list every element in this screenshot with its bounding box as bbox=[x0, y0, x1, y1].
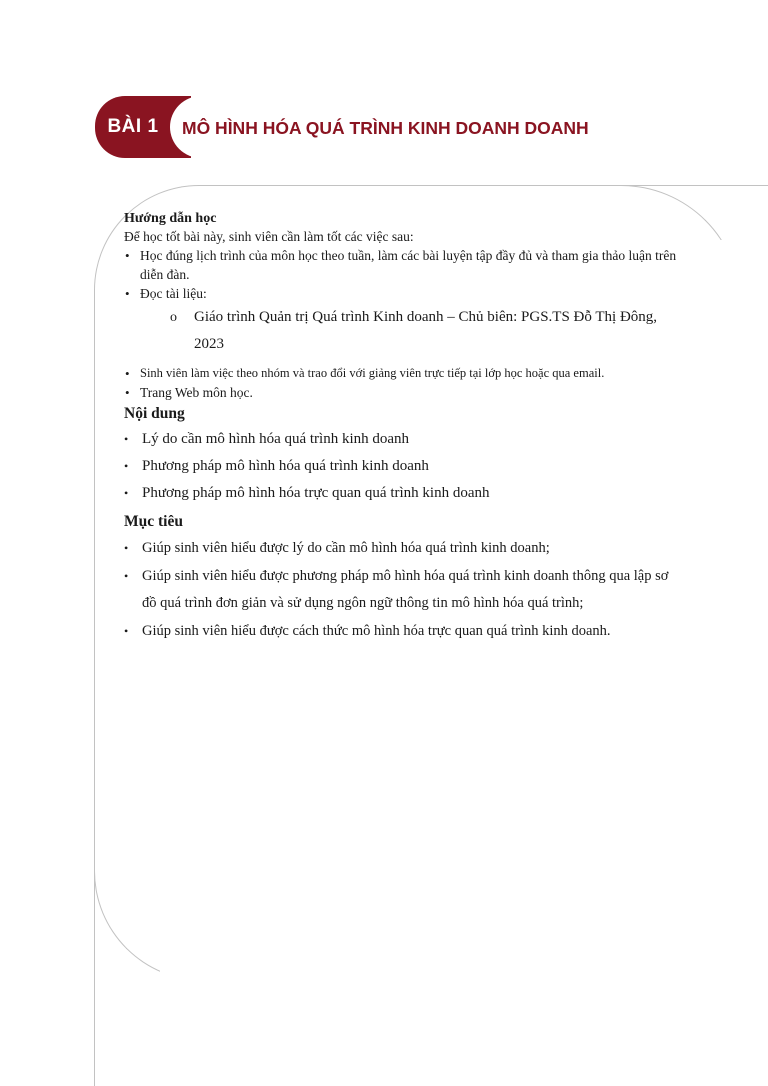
objective-item: • Giúp sinh viên hiểu được cách thức mô hình hóa trực quan quá trình kinh doanh. bbox=[124, 618, 684, 646]
lesson-badge-label: BÀI 1 bbox=[107, 116, 159, 137]
guide-list-after bbox=[124, 364, 684, 402]
guide-list bbox=[124, 246, 684, 303]
lesson-title: MÔ HÌNH HÓA QUÁ TRÌNH KINH DOANH DOANH bbox=[182, 118, 589, 138]
guide-item: • Đọc tài liệu: bbox=[124, 284, 684, 303]
content-list bbox=[124, 426, 684, 507]
objectives-list bbox=[124, 535, 684, 645]
guide-item: • Trang Web môn học. bbox=[124, 383, 684, 402]
circle-bullet-icon: o bbox=[170, 310, 177, 325]
content-heading: Nội dung bbox=[124, 405, 185, 422]
guide-heading: Hướng dẫn học bbox=[124, 211, 217, 226]
content-item: • Phương pháp mô hình hóa trực quan quá trình kinh doanh bbox=[124, 480, 684, 507]
content-item: • Lý do cần mô hình hóa quá trình kinh doanh bbox=[124, 426, 684, 453]
guide-sub-item bbox=[124, 304, 684, 358]
guide-item: • Học đúng lịch trình của môn học theo tuần, làm các bài luyện tập đầy đủ và tham gia thảo luận trên diễn đàn. bbox=[124, 246, 684, 284]
objective-item: • Giúp sinh viên hiểu được phương pháp mô hình hóa quá trình kinh doanh thông qua lập sơ đồ quá trình đơn giản và sử dụng ngôn ngữ thông tin mô hình hóa quá trình; bbox=[124, 563, 684, 618]
frame-mask-bottom bbox=[160, 950, 260, 990]
guide-item: • Sinh viên làm việc theo nhóm và trao đổi với giảng viên trực tiếp tại lớp học hoặc qua email. bbox=[124, 364, 684, 383]
lesson-content bbox=[124, 210, 684, 645]
guide-sub-item-text: Giáo trình Quản trị Quá trình Kinh doanh – Chủ biên: PGS.TS Đỗ Thị Đông, 2023 bbox=[194, 309, 658, 352]
objective-item: • Giúp sinh viên hiểu được lý do cần mô hình hóa quá trình kinh doanh; bbox=[124, 535, 684, 563]
guide-intro: Để học tốt bài này, sinh viên cần làm tốt các việc sau: bbox=[124, 229, 414, 244]
objectives-heading: Mục tiêu bbox=[124, 513, 183, 530]
content-item: • Phương pháp mô hình hóa quá trình kinh doanh bbox=[124, 453, 684, 480]
